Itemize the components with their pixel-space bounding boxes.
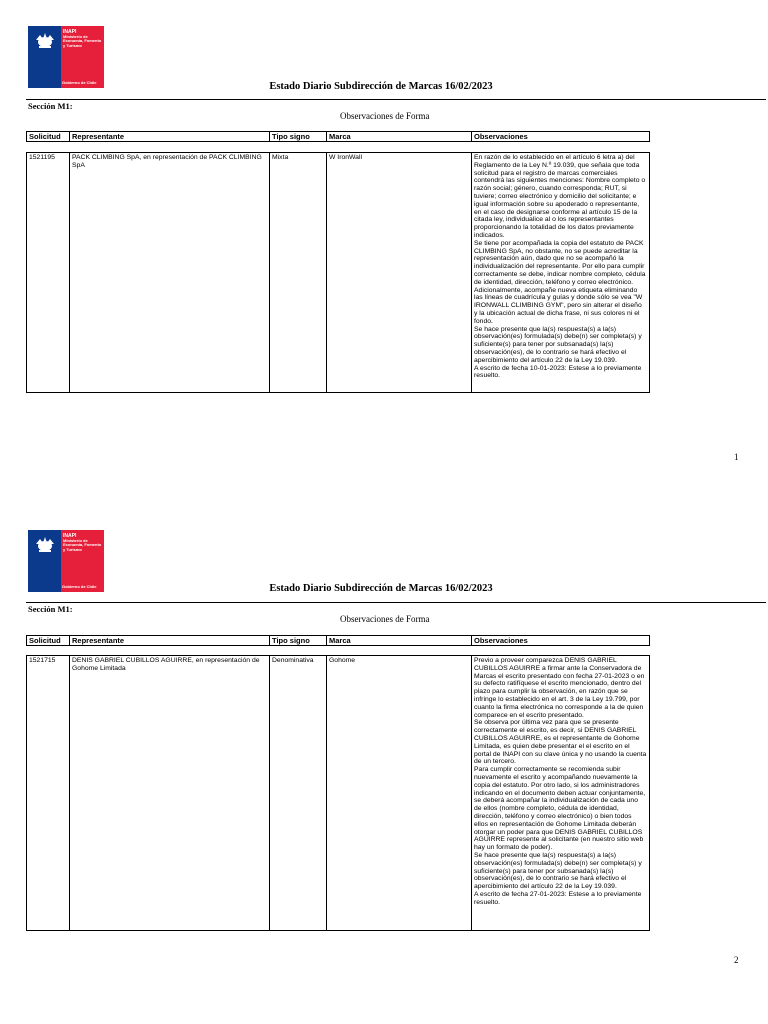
- cell-observaciones: [471, 656, 649, 930]
- divider: [26, 602, 766, 603]
- obs-paragraph: Para cumplir correctamente se recomienda subir nuevamente el escrito y acompañando nuevamente la copia del estatuto. Por otro lado, si los administradores indicando en el documento deben actuar conjuntamente, se deberá acompañar la individualización de cada uno de ellos (nombre completo, cédula de identidad, dirección, teléfono y correo electrónico) o bien todos ellos en representación de Gohome Limitada deberán otorgar un poder para que DENIS GABRIEL CUBILLOS AGUIRRE represente al solicitante (en nuestro sitio web hay un formato de poder).: [474, 766, 646, 852]
- section-label: Sección M1:: [28, 604, 73, 614]
- logo-gov-text: Gobierno de Chile: [62, 584, 97, 589]
- obs-paragraph: Se hace presente que la(s) respuesta(s) a la(s) observación(es) formulada(s) debe(n) ser completa(s) y suficiente(s) para tener por subsanada(s) la(s) observación(es), de lo contrario se hará efectivo el apercibimiento del artículo 22 de la Ley 19.039.: [474, 325, 642, 364]
- section-label: Sección M1:: [28, 101, 73, 111]
- header-solicitud: Solicitud: [29, 636, 61, 645]
- obs-paragraph: En razón de lo establecido en el artículo 6 letra a) del Reglamento de la Ley N.º 19.039, que señala que toda solicitud para el registro de marcas comerciales contendrá las siguientes menciones: Nombre completo o razón social; género, cuando corresponda; RUT, si tuviere; correo electrónico y domicilio del solicitante; e igual información sobre su apoderado o representante, en el caso de designarse conforme al artículo 15 de la citada ley, individualice al o los representantes proporcionando la totalidad de los datos previamente indicados.: [474, 154, 646, 239]
- header-representante: Representante: [69, 132, 272, 141]
- table-row: [26, 655, 650, 931]
- page-title: Estado Diario Subdirección de Marcas 16/02/2023: [269, 81, 493, 92]
- cell-solicitud: 1521715: [29, 657, 56, 664]
- section-subtitle: Observaciones de Forma: [340, 111, 430, 121]
- cell-marca: W IronWall: [326, 153, 471, 392]
- cell-tipo-signo: Mixta: [269, 153, 326, 392]
- cell-tipo-signo: Denominativa: [269, 656, 326, 930]
- page-title: Estado Diario Subdirección de Marcas 16/02/2023: [269, 583, 493, 594]
- section-subtitle: Observaciones de Forma: [340, 614, 430, 624]
- page-number: 1: [734, 452, 739, 462]
- logo-org: INAPI Ministerio de Economía, Fomento y Turismo: [63, 533, 102, 552]
- header-tipo-signo: Tipo signo: [269, 132, 329, 141]
- cell-solicitud: 1521195: [29, 154, 55, 161]
- obs-paragraph: A escrito de fecha 27-01-2023: Estese a lo previamente resuelto.: [474, 890, 642, 906]
- header-marca: Marca: [326, 132, 474, 141]
- header-representante: Representante: [69, 636, 272, 645]
- cell-marca: Gohome: [326, 656, 471, 930]
- obs-paragraph: Se observa por última vez para que se presente correctamente el escrito, es decir, si DENIS GABRIEL CUBILLOS AGUIRRE, es el representante de Gohome Limitada, es quien debe presentar el el escrito en el portal de INAPI con su clave única y no usando la cuenta de un tercero.: [474, 719, 647, 766]
- table-header: [26, 635, 650, 646]
- cell-representante: PACK CLIMBING SpA, en representación de PACK CLIMBING SpA: [69, 153, 269, 392]
- obs-paragraph: Previo a proveer comparezca DENIS GABRIEL CUBILLOS AGUIRRE a firmar ante la Conservadora de Marcas el escrito presentado con fecha 27-01-2023 o en su defecto ratifíquese el escrito mencionado, dentro del plazo para cumplir la observación, en razón que se infringe lo establecido en el art. 3 de la Ley 19.799, por cuanto la firma electrónica no corresponde a la de quien comparece en el escrito presentado.: [474, 657, 645, 719]
- cell-representante: DENIS GABRIEL CUBILLOS AGUIRRE, en representación de Gohome Limitada: [69, 656, 269, 930]
- obs-paragraph: Se tiene por acompañada la copia del estatuto de PACK CLIMBING SpA, no obstante, no se puede acreditar la representación aún, dado que no se acompañó la individualización del representante. Por ello para cumplir correctamente se debe, indicar nombre completo, cédula de identidad, dirección, teléfono y correo electrónico.: [474, 239, 646, 286]
- logo-org: INAPI Ministerio de Economía, Fomento y Turismo: [63, 29, 102, 48]
- header-observaciones: Observaciones: [471, 636, 652, 645]
- header-solicitud: Solicitud: [29, 132, 61, 141]
- obs-paragraph: Se hace presente que la(s) respuesta(s) a la(s) observación(es) formulada(s) debe(n) ser completa(s) y suficiente(s) para tener por subsanada(s) la(s) observación(es), de lo contrario se hará efectivo el apercibimiento del artículo 22 de la Ley 19.039.: [474, 851, 642, 891]
- header-marca: Marca: [326, 636, 474, 645]
- logo-gov-text: Gobierno de Chile: [62, 80, 97, 85]
- obs-paragraph: Adicionalmente, acompañe nueva etiqueta eliminando las líneas de cuadrícula y guías y donde sólo se vea "W IRONWALL CLIMBING GYM", pero sin alterar el diseño y la ubicación actual de dicha frase, ni sus colores ni el fondo.: [474, 286, 643, 325]
- header-observaciones: Observaciones: [471, 132, 652, 141]
- chile-crest-icon: [33, 535, 57, 553]
- header-tipo-signo: Tipo signo: [269, 636, 329, 645]
- obs-paragraph: A escrito de fecha 10-01-2023: Estese a lo previamente resuelto.: [474, 364, 642, 380]
- page-number: 2: [734, 955, 739, 965]
